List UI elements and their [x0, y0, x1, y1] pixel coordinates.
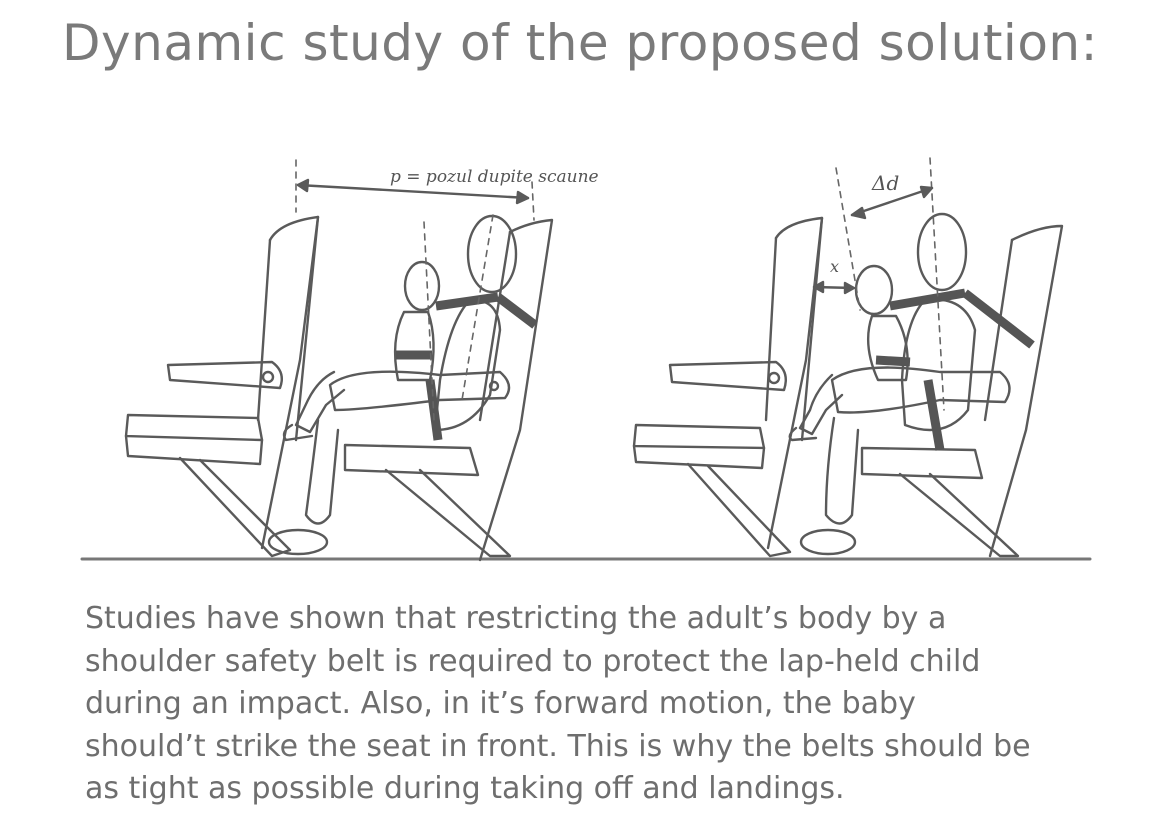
paragraph-line: as tight as possible during taking off and landings.	[85, 771, 845, 806]
left-scene	[126, 160, 552, 560]
left-dimension-annotation: p = pozul dupite scaune	[390, 167, 599, 187]
description-paragraph	[85, 598, 1125, 811]
adult-figure-left	[269, 216, 516, 554]
rear-seat-left	[345, 220, 552, 560]
x-gap-annotation: x	[830, 257, 840, 276]
paragraph-line: during an impact. Also, in it’s forward motion, the baby	[85, 686, 916, 721]
x-gap-dimension	[814, 282, 854, 293]
paragraph-line: shoulder safety belt is required to protect the lap-held child	[85, 643, 981, 679]
page-title: Dynamic study of the proposed solution:	[62, 14, 1098, 72]
front-seat-right	[634, 218, 822, 556]
belts-left	[396, 297, 535, 440]
paragraph-line: Studies have shown that restricting the adult’s body by a	[85, 601, 947, 636]
front-seat-left	[126, 217, 318, 556]
paragraph-line: should’t strike the seat in front. This is why the belts should be	[85, 728, 1031, 764]
delta-d-annotation: Δd	[872, 171, 900, 195]
right-scene	[634, 158, 1062, 556]
